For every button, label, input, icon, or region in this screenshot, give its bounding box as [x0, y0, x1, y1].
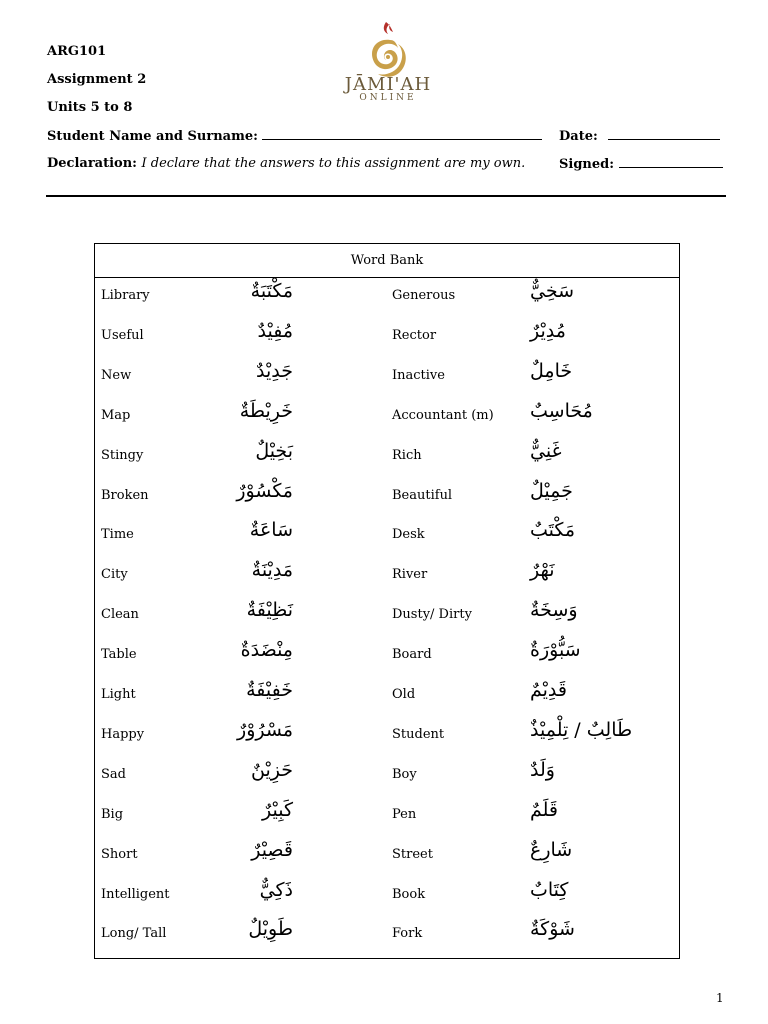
table-row: [95, 318, 679, 358]
date-label: Date:: [559, 129, 598, 144]
english-word-right: Board: [392, 647, 432, 663]
table-row: [95, 478, 679, 518]
student-name-row: [47, 128, 542, 144]
table-row: [95, 677, 679, 717]
english-word-left: Clean: [101, 607, 139, 623]
arabic-word-right: وَسِخَةٌ: [530, 599, 578, 622]
english-word-right: Student: [392, 726, 445, 742]
english-word-left: Library: [101, 288, 150, 303]
table-row: [95, 757, 679, 797]
english-word-right: River: [392, 567, 428, 583]
english-word-left: Intelligent: [101, 886, 170, 902]
arabic-word-left: طَوِيْلٌ: [248, 918, 293, 941]
arabic-word-right: مُدِيْرٌ: [530, 319, 566, 342]
arabic-word-left: مِنْضَدَةٌ: [240, 639, 293, 662]
arabic-word-right: سَبُّوْرَةٌ: [530, 639, 581, 662]
english-word-left: Table: [101, 647, 137, 663]
english-word-right: Street: [392, 846, 433, 862]
english-word-right: Rector: [392, 327, 437, 343]
table-row: [95, 797, 679, 837]
logo-sub: ONLINE: [359, 93, 417, 103]
table-row: [95, 278, 679, 318]
english-word-left: Stingy: [101, 447, 144, 463]
english-word-right: Old: [392, 687, 416, 702]
assignment-title: Assignment 2: [47, 72, 147, 87]
word-bank-table: [94, 243, 680, 959]
english-word-right: Inactive: [392, 367, 445, 383]
declaration-label: Declaration:: [47, 156, 137, 171]
arabic-word-right: قَلَمٌ: [530, 798, 559, 821]
arabic-word-right: غَنِيٌّ: [530, 439, 562, 462]
english-word-left: Broken: [101, 487, 149, 503]
arabic-word-left: بَخِيْلٌ: [255, 439, 293, 462]
table-row: [95, 916, 679, 956]
english-word-left: Happy: [101, 726, 145, 742]
english-word-left: Time: [101, 527, 134, 543]
arabic-word-left: مَسْرُوْرٌ: [237, 718, 293, 741]
logo-name: JĀMI'AH: [344, 74, 432, 95]
arabic-word-left: مُفِيْدٌ: [257, 319, 293, 342]
english-word-right: Desk: [392, 527, 425, 543]
table-row: [95, 517, 679, 557]
signed-label: Signed:: [559, 157, 615, 172]
english-word-left: Short: [101, 846, 138, 862]
arabic-word-right: كِتَابٌ: [530, 878, 569, 901]
table-row: [95, 597, 679, 637]
arabic-word-right: شَوْكَةٌ: [530, 918, 575, 941]
arabic-word-right: خَامِلٌ: [530, 359, 573, 382]
english-word-right: Accountant (m): [392, 407, 494, 423]
arabic-word-right: قَدِيْمٌ: [530, 679, 567, 701]
date-row: [559, 128, 720, 144]
logo-text: [338, 74, 438, 103]
arabic-word-right: مَكْتَبٌ: [530, 519, 576, 542]
arabic-word-left: خَفِيْفَةٌ: [246, 679, 293, 701]
student-name-field[interactable]: [262, 128, 542, 140]
arabic-word-right: جَمِيْلٌ: [530, 479, 573, 502]
arabic-word-left: مَكْتَبَةٌ: [250, 280, 293, 302]
english-word-right: Generous: [392, 288, 456, 303]
table-row: [95, 837, 679, 877]
arabic-word-left: ذَكِيٌّ: [259, 878, 293, 901]
arabic-word-right: سَخِيٌّ: [530, 280, 575, 302]
student-name-label: Student Name and Surname:: [47, 129, 258, 144]
table-row: [95, 398, 679, 438]
arabic-word-left: سَاعَةٌ: [249, 519, 293, 542]
arabic-word-left: مَدِيْنَةٌ: [251, 559, 293, 582]
english-word-right: Dusty/ Dirty: [392, 607, 472, 623]
english-word-right: Beautiful: [392, 487, 453, 503]
arabic-word-left: مَكْسُوْرٌ: [236, 479, 293, 502]
course-code: ARG101: [47, 44, 107, 59]
arabic-word-right: شَارِعٌ: [530, 838, 573, 861]
arabic-word-right: وَلَدٌ: [530, 758, 555, 781]
table-row: [95, 717, 679, 757]
english-word-left: New: [101, 367, 132, 383]
header-divider: [46, 195, 726, 197]
arabic-word-left: قَصِيْرٌ: [251, 838, 293, 861]
signed-row: [559, 156, 723, 172]
table-row: [95, 637, 679, 677]
table-row: [95, 877, 679, 917]
arabic-word-right: نَهْرٌ: [530, 559, 555, 582]
declaration-text: I declare that the answers to this assignment are my own.: [141, 156, 526, 171]
units-label: Units 5 to 8: [47, 100, 133, 115]
arabic-word-left: جَدِيْدٌ: [256, 359, 293, 382]
arabic-word-left: حَزِيْنٌ: [251, 758, 293, 781]
english-word-left: Big: [101, 806, 124, 822]
word-bank-title: Word Bank: [95, 244, 679, 278]
table-row: [95, 358, 679, 398]
declaration-row: [47, 156, 525, 171]
english-word-left: City: [101, 567, 128, 583]
english-word-left: Light: [101, 687, 136, 702]
arabic-word-left: نَظِيْفَةٌ: [246, 599, 293, 622]
page-number: 1: [716, 991, 724, 1005]
table-row: [95, 438, 679, 478]
english-word-right: Book: [392, 886, 426, 902]
english-word-left: Useful: [101, 327, 144, 343]
arabic-word-left: خَرِيْطَةٌ: [239, 399, 293, 422]
english-word-right: Rich: [392, 447, 422, 463]
english-word-left: Long/ Tall: [101, 926, 167, 942]
table-row: [95, 557, 679, 597]
arabic-word-right: مُحَاسِبٌ: [530, 399, 593, 422]
arabic-word-left: كَبِيْرٌ: [262, 798, 293, 821]
english-word-right: Boy: [392, 766, 417, 782]
english-word-left: Map: [101, 407, 131, 423]
english-word-right: Pen: [392, 806, 417, 822]
english-word-right: Fork: [392, 926, 423, 942]
signed-field[interactable]: [619, 156, 723, 168]
english-word-left: Sad: [101, 766, 126, 782]
date-field[interactable]: [608, 128, 720, 140]
arabic-word-right: طَالِبٌ / تِلْمِيْذٌ: [530, 718, 633, 741]
